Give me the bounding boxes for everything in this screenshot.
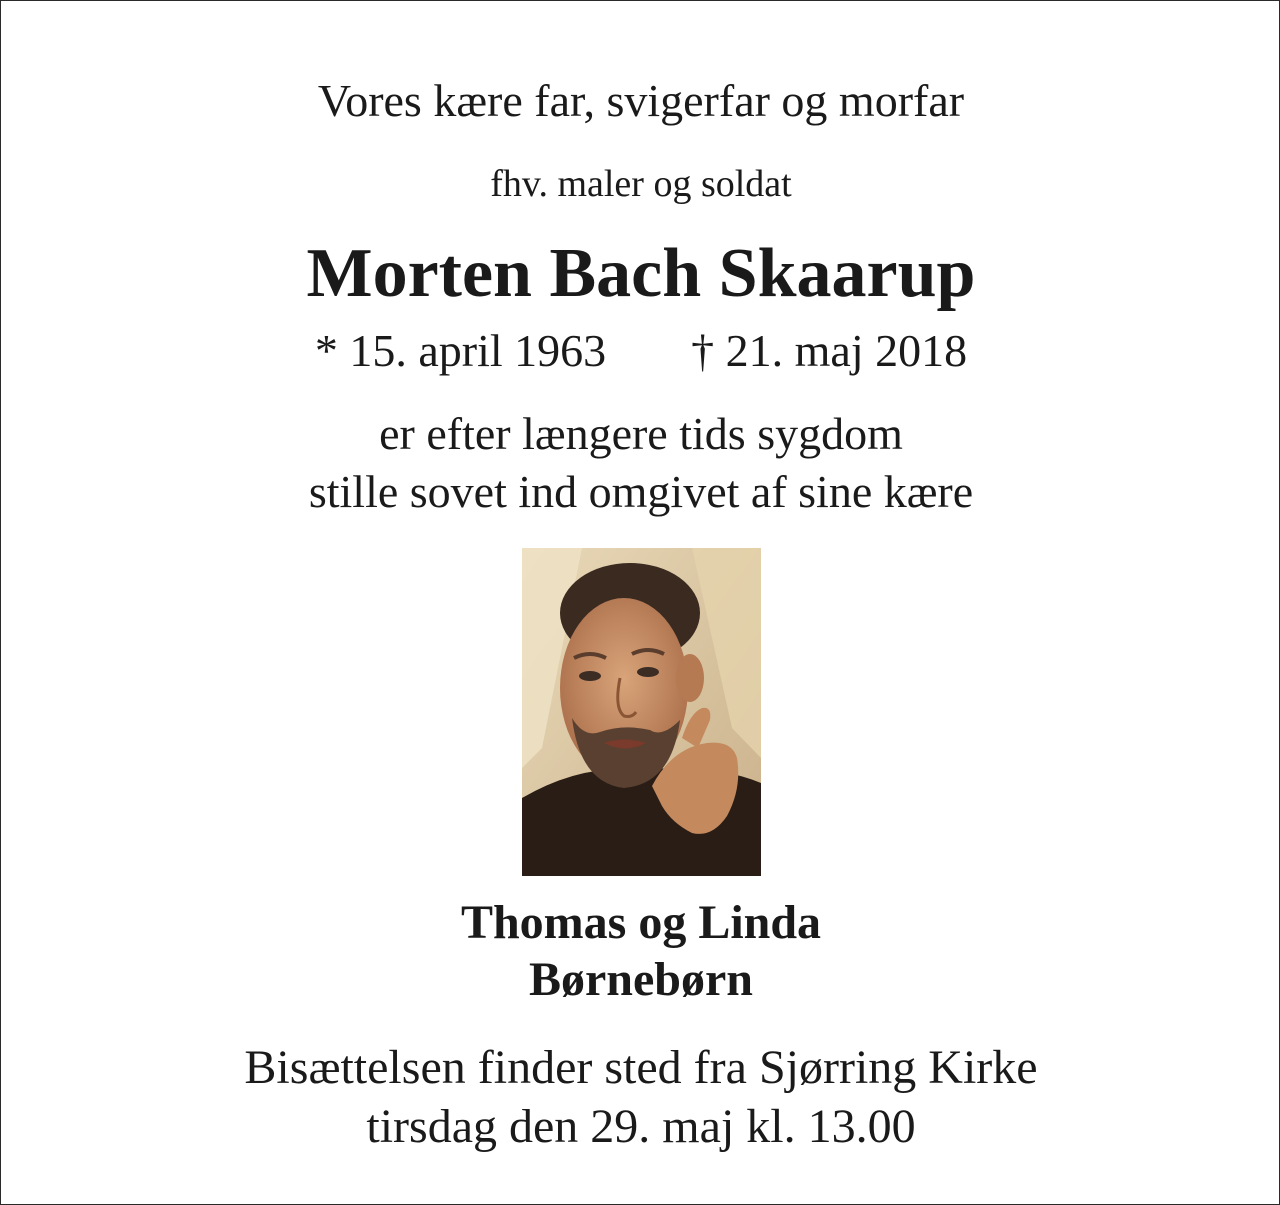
deceased-name: Morten Bach Skaarup xyxy=(306,235,976,312)
death-symbol: † xyxy=(691,325,715,376)
portrait-photo xyxy=(522,548,761,876)
service-line-2: tirsdag den 29. maj kl. 13.00 xyxy=(366,1100,916,1153)
family-line-2: Børnebørn xyxy=(528,953,753,1006)
dates-line xyxy=(1,323,1280,379)
death-date: 21. maj 2018 xyxy=(725,325,968,376)
family-line-1: Thomas og Linda xyxy=(460,896,822,949)
birth-symbol: * xyxy=(314,325,338,376)
occupation-line: fhv. maler og soldat xyxy=(490,163,792,205)
intro-line: Vores kære far, svigerfar og morfar xyxy=(317,75,965,126)
message-line-1: er efter længere tids sygdom xyxy=(379,408,903,459)
message-line-2: stille sovet ind omgivet af sine kære xyxy=(308,466,974,517)
service-line-1: Bisættelsen finder sted fra Sjørring Kirke xyxy=(244,1041,1038,1094)
birth-date: 15. april 1963 xyxy=(349,325,607,376)
